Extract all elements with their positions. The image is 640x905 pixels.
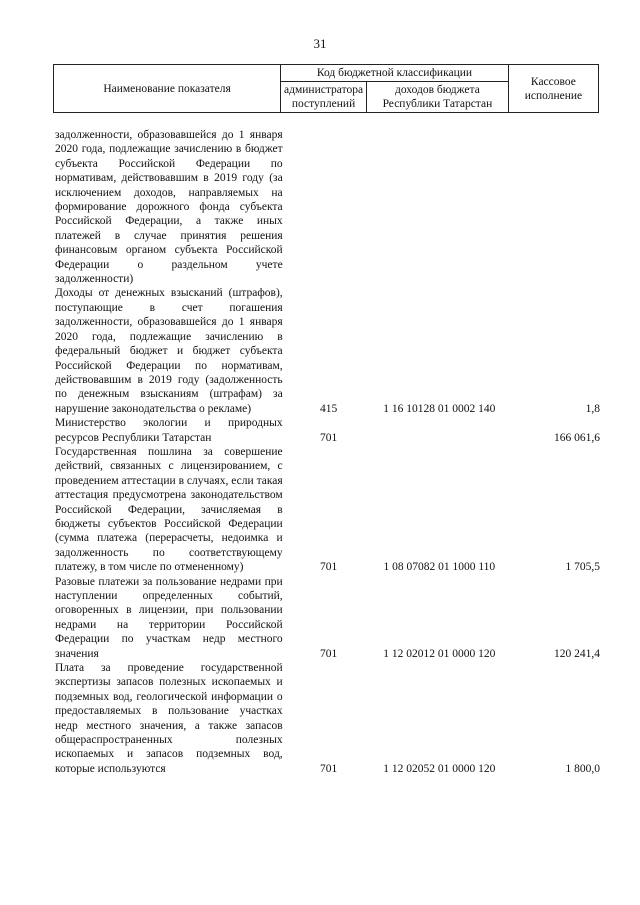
budget-table-body bbox=[55, 128, 600, 776]
table-row bbox=[55, 286, 600, 416]
row-income-code: 1 12 02052 01 0000 120 bbox=[383, 762, 496, 775]
table-row bbox=[55, 445, 600, 575]
row-cash-amount: 1,8 bbox=[585, 402, 600, 415]
row-admin-code: 415 bbox=[319, 402, 338, 415]
row-income-code bbox=[370, 416, 508, 445]
row-admin-code: 701 bbox=[319, 762, 338, 775]
row-admin-code: 701 bbox=[319, 561, 338, 574]
row-cash-amount: 166 061,6 bbox=[554, 431, 600, 444]
header-income-column: доходов бюджета Республики Татарстан bbox=[367, 82, 509, 113]
row-income-code: 1 12 02012 01 0000 120 bbox=[383, 647, 496, 660]
row-income-code bbox=[370, 128, 508, 286]
table-header bbox=[53, 64, 599, 113]
row-description: Государственная пошлина за совершение действий, связанных с лицензированием, с проведением аттестации в случаях, если такая аттестация предусмотрена законодательством Российской Федерации, зачисляемая в бюджеты субъектов Российской Федерации (сумма платежа (перерасчеты, недоимка и задолженность по соответствующему платежу, в том числе по отмененному) bbox=[55, 445, 283, 574]
row-income-code: 1 08 07082 01 1000 110 bbox=[383, 561, 496, 574]
row-description: Разовые платежи за пользование недрами при наступлении определенных событий, оговоренных в лицензии, при пользовании недрами на территории Российской Федерации по участкам недр местного значения bbox=[55, 575, 283, 660]
table-row bbox=[55, 416, 600, 445]
row-income-code: 1 16 10128 01 0002 140 bbox=[383, 402, 496, 415]
row-description: Министерство экологии и природных ресурсов Республики Татарстан bbox=[55, 417, 283, 444]
table-row bbox=[55, 575, 600, 661]
row-admin-code: 701 bbox=[319, 431, 338, 444]
header-admin-column: администратора поступлений bbox=[281, 82, 367, 113]
row-cash-amount: 1 705,5 bbox=[565, 561, 600, 574]
table-row bbox=[55, 661, 600, 776]
header-cash-column: Кассовое исполнение bbox=[508, 65, 598, 113]
row-cash-amount: 1 800,0 bbox=[565, 762, 600, 775]
row-cash-amount: 120 241,4 bbox=[554, 647, 600, 660]
row-description: Плата за проведение государственной экспертизы запасов полезных ископаемых и подземных вод, геологической информации о предоставляемых в пользование участках недр местного значения, а также запасов общераспространенных полезных ископаемых и запасов подземных вод, которые используются bbox=[55, 662, 283, 775]
header-name-column: Наименование показателя bbox=[54, 65, 281, 113]
row-description: Доходы от денежных взысканий (штрафов), поступающие в счет погашения задолженности, образовавшейся до 1 января 2020 года, подлежащие зачислению в федеральный бюджет и бюджет субъекта Российской Федерации по нормативам, действовавшим в 2019 году (задолженность по денежным взысканиям (штрафам) за нарушение законодательства о рекламе) bbox=[55, 287, 283, 415]
header-code-group: Код бюджетной классификации bbox=[281, 65, 509, 82]
page-number: 31 bbox=[313, 36, 327, 51]
row-admin-code: 701 bbox=[319, 647, 338, 660]
row-admin-code bbox=[287, 128, 371, 286]
table-row bbox=[55, 128, 600, 286]
row-cash-amount bbox=[508, 128, 600, 286]
row-description: задолженности, образовавшейся до 1 января 2020 года, подлежащие зачислению в бюджет субъекта Российской Федерации по нормативам, действовавшим в 2019 году (за исключением доходов, направляемых на формирование дорожного фонда субъекта Российской Федерации, а также иных платежей в случае принятия решения финансовым органом субъекта Российской Федерации о раздельном учете задолженности) bbox=[55, 129, 283, 286]
